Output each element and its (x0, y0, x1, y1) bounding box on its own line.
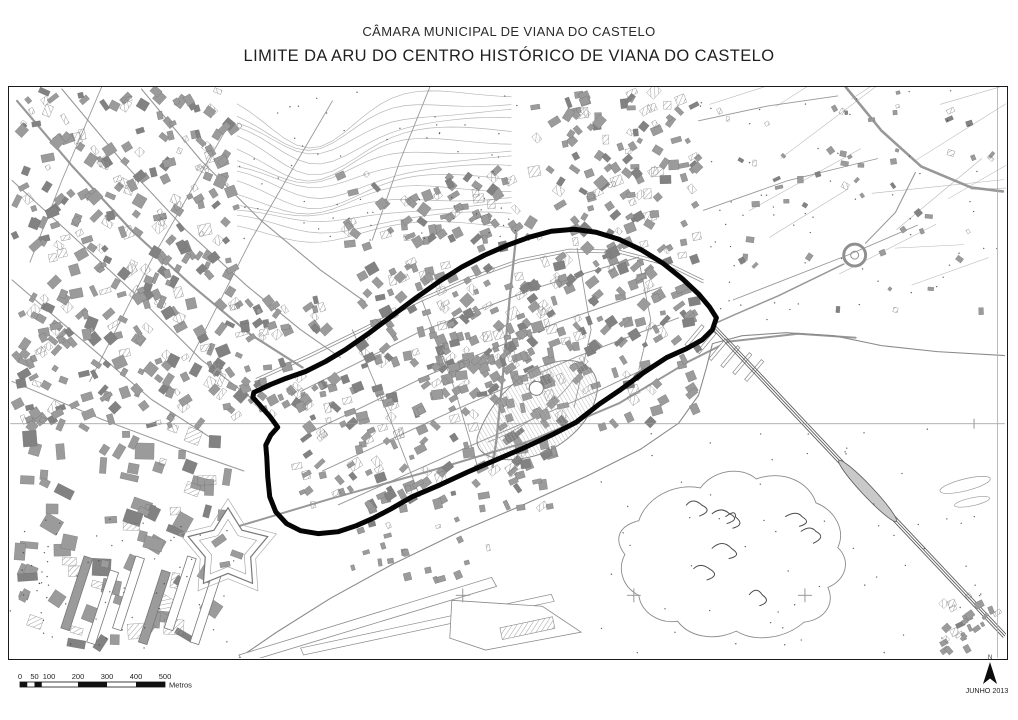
scale-label: 200 (71, 672, 85, 681)
scale-bar (8, 670, 238, 702)
scale-label: 50 (30, 672, 39, 681)
north-and-date (955, 650, 1015, 700)
scale-label: 300 (100, 672, 114, 681)
bullring (529, 381, 543, 395)
river-island (619, 471, 846, 638)
scale-bar-labels (18, 672, 171, 681)
scale-label: 400 (129, 672, 143, 681)
scale-unit-label: Metros (169, 680, 192, 690)
organization-title: CÂMARA MUNICIPAL DE VIANA DO CASTELO (362, 24, 656, 39)
scale-label: 500 (158, 672, 172, 681)
parcel-lines-layer (709, 87, 1006, 285)
map-artwork (9, 87, 1006, 658)
river-layer (239, 324, 1006, 658)
shoreline (239, 333, 1005, 658)
north-arrow-icon (983, 662, 997, 684)
map-title: LIMITE DA ARU DO CENTRO HISTÓRICO DE VIANA DO CASTELO (243, 47, 775, 65)
buildings-layer (11, 87, 1002, 655)
scale-label: 0 (17, 672, 23, 681)
map-canvas (8, 86, 1008, 660)
scale-label: 100 (42, 672, 56, 681)
north-label: N (987, 655, 993, 661)
scale-bar-rule (20, 682, 165, 687)
date-label: JUNHO 2013 (965, 686, 1009, 695)
